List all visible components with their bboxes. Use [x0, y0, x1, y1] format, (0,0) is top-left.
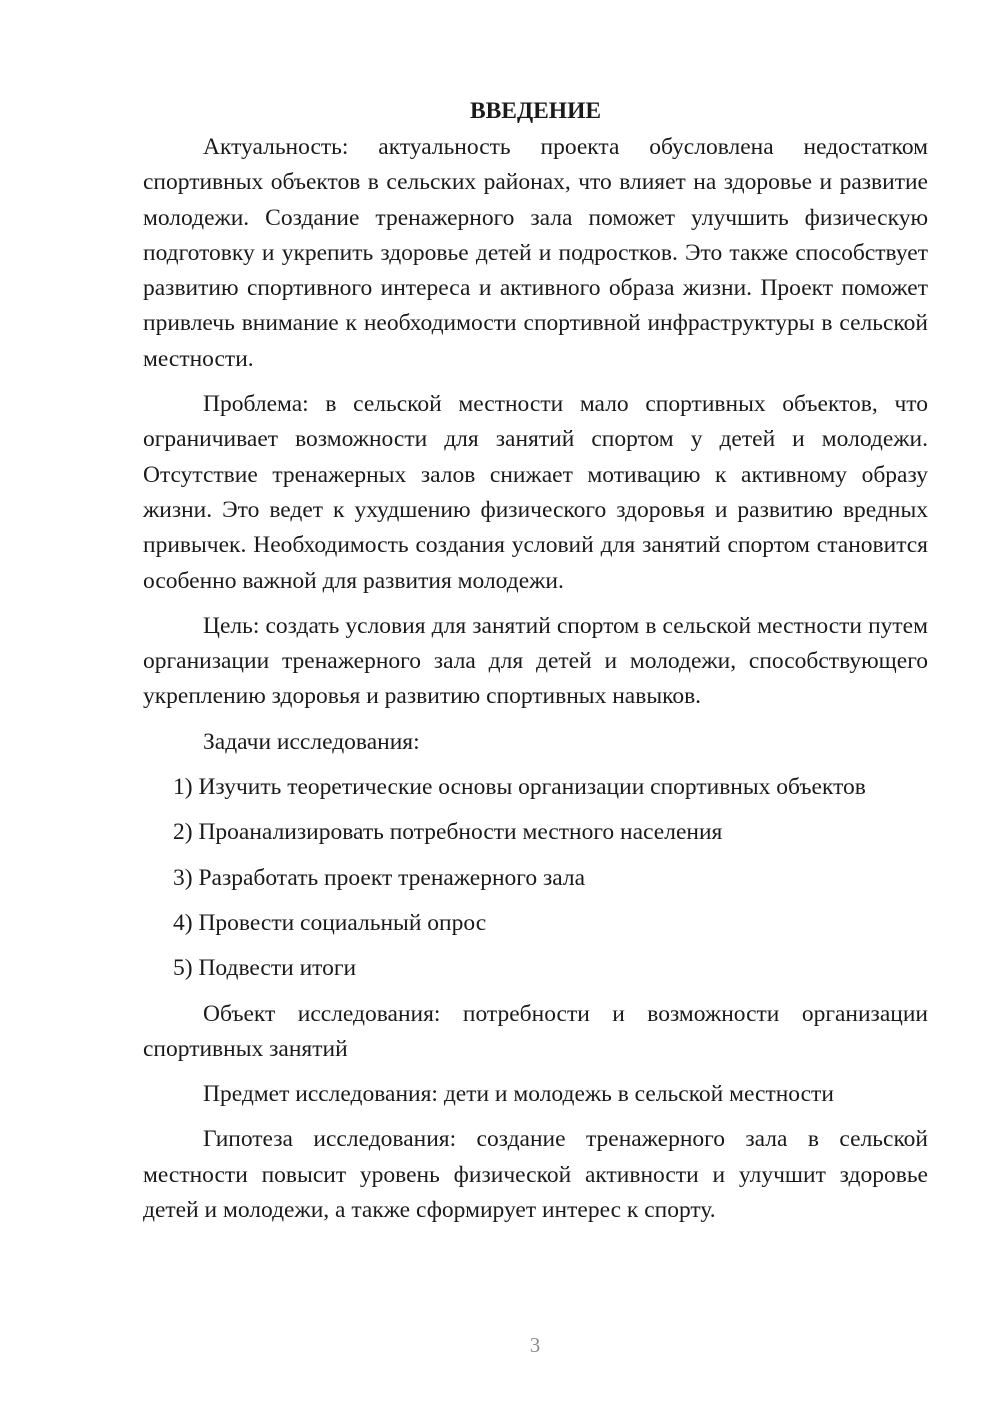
section-heading: ВВЕДЕНИЕ — [469, 98, 602, 124]
object-paragraph: Объект исследования: потребности и возможности организации спортивных занятий — [143, 1000, 928, 1062]
page-content — [143, 94, 928, 1238]
list-item: 2) Проанализировать потребности местного населения — [173, 819, 723, 846]
relevance-paragraph: Актуальность: актуальность проекта обусловлена недостатком спортивных объектов в сельских районах, что влияет на здоровье и развитие молодежи. Создание тренажерного зала поможет улучшить физическую подготовку и укрепить здоровье детей и подростков. Это также способствует развитию спортивного интереса и активного образа жизни. Проект поможет привлечь внимание к необходимости спортивной инфраструктуры в сельской местности. — [143, 134, 928, 372]
goal-paragraph: Цель: создать условия для занятий спортом в сельской местности путем организации тренажерного зала для детей и молодежи, способствующего укреплению здоровья и развитию спортивных навыков. — [143, 612, 928, 710]
list-item: 3) Разработать проект тренажерного зала — [173, 864, 586, 891]
problem-paragraph: Проблема: в сельской местности мало спортивных объектов, что ограничивает возможности для занятий спортом у детей и молодежи. Отсутствие тренажерных залов снижает мотивацию к активному образу жизни. Это ведет к ухудшению физического здоровья и развитию вредных привычек. Необходимость создания условий для занятий спортом становится особенно важной для развития молодежи. — [143, 391, 928, 594]
tasks-list — [143, 770, 928, 986]
subject-paragraph: Предмет исследования: дети и молодежь в сельской местности — [203, 1081, 834, 1108]
page-number: 3 — [529, 1333, 541, 1357]
list-item: 4) Провести социальный опрос — [173, 909, 487, 936]
list-item: 1) Изучить теоретические основы организации спортивных объектов — [173, 774, 866, 801]
tasks-intro: Задачи исследования: — [203, 728, 420, 755]
hypothesis-paragraph: Гипотеза исследования: создание тренажерного зала в сельской местности повысит уровень физической активности и улучшит здоровье детей и молодежи, а также сформирует интерес к спорту. — [143, 1126, 928, 1224]
list-item: 5) Подвести итоги — [173, 955, 357, 982]
